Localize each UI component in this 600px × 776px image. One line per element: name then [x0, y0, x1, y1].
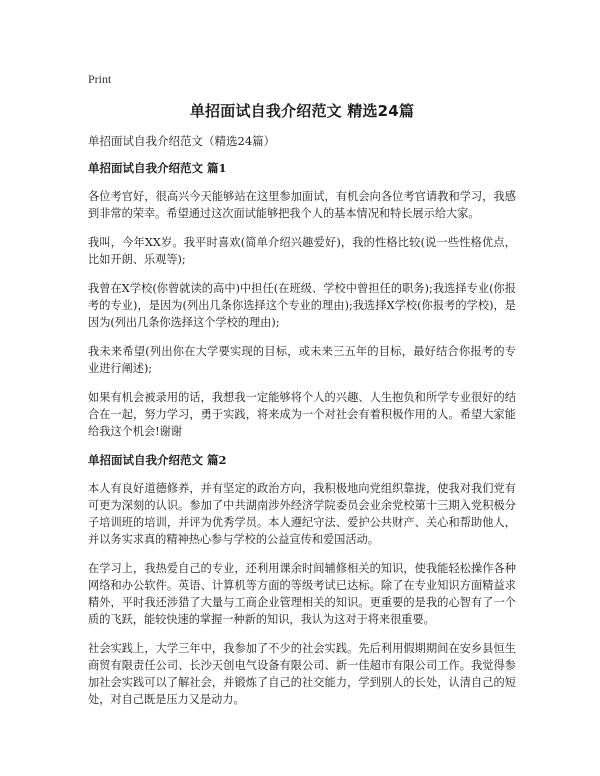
- paragraph: 本人有良好道德修养，并有坚定的政治方向，我积极地向党组织靠拢，使我对我们党有可更为深刻的认识。参加了中共湖南涉外经济学院委员会业余党校第十三期入党积极分子培训班的培训，并评为优秀学员。本人遵纪守法、爱护公共财产、关心和帮助他人，并以务实求真的精神热心参与学校的公益宣传和爱国活动。: [88, 482, 516, 546]
- document-page: [88, 0, 516, 776]
- paragraph: 社会实践上，大学三年中，我参加了不少的社会实践。先后利用假期期间在安乡县恒生商贸有限责任公司、长沙天创电气设备有限公司、新一佳超市有限公司工作。我觉得参加社会实践可以了解社会，并锻炼了自己的社交能力，学到别人的长处，认清自己的短处，对自己既是压力又是动力。: [88, 642, 516, 706]
- section-heading-1: 单招面试自我介绍范文 篇1: [88, 161, 227, 175]
- document-content: [88, 160, 516, 720]
- paragraph: 如果有机会被录用的话，我想我一定能够将个人的兴趣、人生抱负和所学专业很好的结合在一起，努力学习，勇于实践，将来成为一个对社会有着积极作用的人。希望大家能给我这个机会!谢谢: [88, 391, 516, 438]
- paragraph: 各位考官好，很高兴今天能够站在这里参加面试，有机会向各位考官请教和学习，我感到非常的荣幸。希望通过这次面试能够把我个人的基本情况和特长展示给大家。: [88, 190, 516, 220]
- page-subtitle: 单招面试自我介绍范文（精选24篇）: [88, 134, 276, 148]
- paragraph: 我曾在X学校(你曾就读的高中)中担任(在班级、学校中曾担任的职务);我选择专业(你报考的专业)，是因为(列出几条你选择这个专业的理由);我选择X学校(你报考的学校)，是因为(列出几条你选择这个学校的理由);: [88, 282, 516, 329]
- print-label: Print: [88, 72, 112, 86]
- paragraph: 我叫，今年XX岁。我平时喜欢(简单介绍兴趣爱好)，我的性格比较(说一些性格优点，比如开朗、乐观等);: [88, 236, 516, 266]
- page-title: 单招面试自我介绍范文 精选24篇: [189, 102, 415, 120]
- paragraph: 在学习上，我热爱自己的专业，还利用课余时间辅修相关的知识，使我能轻松操作各种网络和办公软件。英语、计算机等方面的等级考试已达标。除了在专业知识方面精益求精外，平时我还涉猎了大量与工商企业管理相关的知识。更重要的是我的心智有了一个质的飞跃，能较快速的掌握一种新的知识，我认为这对于将来很重要。: [88, 562, 516, 626]
- section-heading-2: 单招面试自我介绍范文 篇2: [88, 453, 227, 467]
- paragraph: 我未来希望(列出你在大学要实现的目标，或未来三五年的目标，最好结合你报考的专业进行阐述);: [88, 345, 516, 375]
